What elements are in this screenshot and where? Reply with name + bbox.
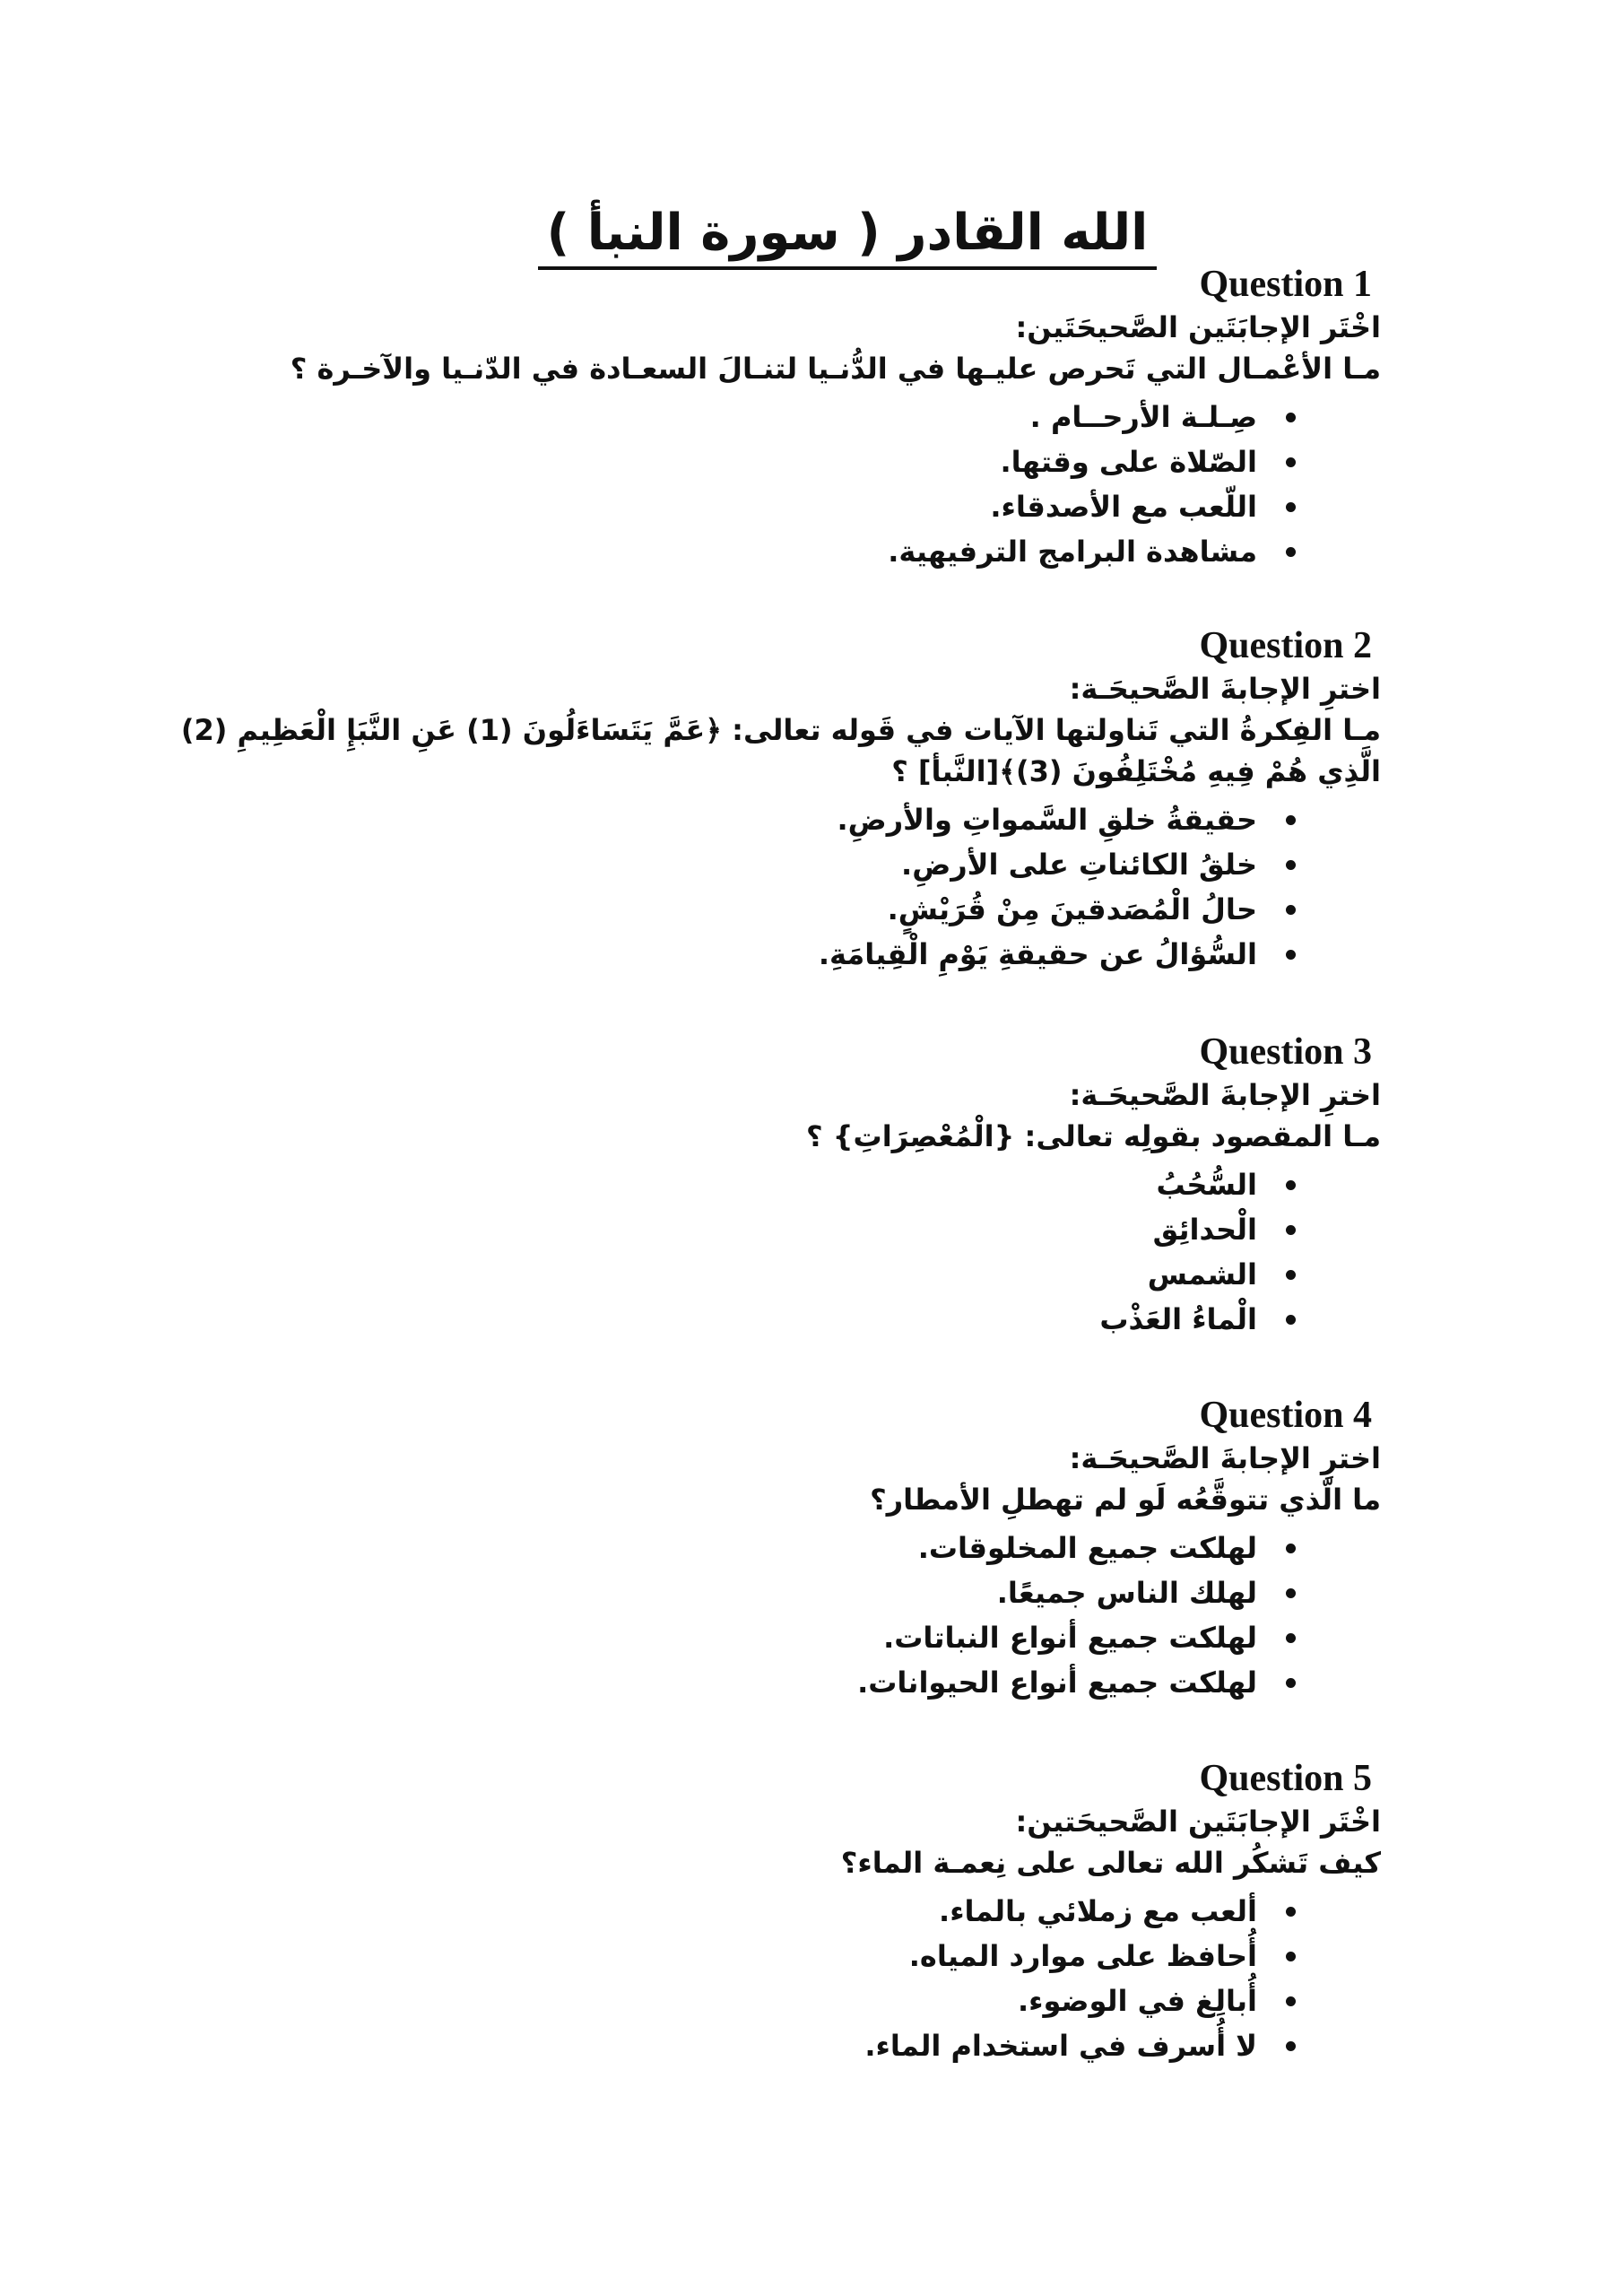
- answer-option[interactable]: [143, 439, 1381, 484]
- answer-option[interactable]: [143, 797, 1381, 842]
- answer-option-text: حالُ الْمُصَدقينَ مِنْ قُرَيْشٍ.: [887, 892, 1257, 926]
- bullet-icon: [1286, 1315, 1296, 1325]
- answer-option[interactable]: [143, 887, 1381, 932]
- answer-option-text: صِـلـة الأرحــام .: [1029, 400, 1257, 434]
- question-instruction: اخترِ الإجابةَ الصَّحيحَـة:: [1069, 1078, 1381, 1112]
- answer-option-text: لهلكت جميع أنواع النباتات.: [883, 1621, 1257, 1655]
- answer-option[interactable]: [143, 395, 1381, 439]
- bullet-icon: [1286, 2041, 1296, 2051]
- bullet-icon: [1286, 1270, 1296, 1280]
- bullet-icon: [1286, 1544, 1296, 1553]
- question-2: [143, 623, 1381, 977]
- bullet-icon: [1286, 905, 1296, 915]
- answer-option[interactable]: [143, 1297, 1381, 1342]
- answer-option[interactable]: [143, 1889, 1381, 1934]
- question-instruction: اخترِ الإجابةَ الصَّحيحَـة:: [1069, 1441, 1381, 1475]
- answer-option[interactable]: [143, 1934, 1381, 1979]
- question-4: [143, 1393, 1381, 1705]
- answer-option-text: أُحافظ على موارد المياه.: [908, 1939, 1257, 1973]
- answer-option-text: خلقُ الكائناتِ على الأرضِ.: [901, 848, 1257, 882]
- page-title: الله القادر ( سورة النبأ ): [538, 202, 1158, 270]
- question-instruction: اخْتَر الإجابَتَين الصَّحيحَتين:: [1015, 1805, 1381, 1839]
- question-label: Question 4: [1199, 1395, 1372, 1436]
- answer-option[interactable]: [143, 1252, 1381, 1297]
- bullet-icon: [1286, 1996, 1296, 2006]
- answer-option-text: الْماءُ العَذْب: [1099, 1302, 1257, 1336]
- answer-option-text: الشمس: [1147, 1257, 1257, 1292]
- answer-option-text: حقيقةُ خلقِ السَّمواتِ والأرضِ.: [837, 803, 1257, 837]
- answer-option-text: لهلكت جميع أنواع الحيوانات.: [857, 1665, 1257, 1700]
- answer-option[interactable]: [143, 1207, 1381, 1252]
- answer-option-text: اللّعب مع الأصدقاء.: [990, 490, 1257, 524]
- question-instruction: اخترِ الإجابةَ الصَّحيحَـة:: [1069, 672, 1381, 706]
- answer-option-text: السُّؤالُ عن حقيقةِ يَوْمِ الْقِيامَةِ.: [818, 937, 1257, 971]
- answer-option[interactable]: [143, 2023, 1381, 2068]
- bullet-icon: [1286, 1225, 1296, 1235]
- answer-option-text: السُّحُبُ: [1156, 1168, 1257, 1202]
- question-label: Question 1: [1199, 264, 1372, 305]
- bullet-icon: [1286, 547, 1296, 557]
- answer-options: [143, 1526, 1381, 1705]
- answer-option[interactable]: [143, 1570, 1381, 1615]
- bullet-icon: [1286, 950, 1296, 960]
- bullet-icon: [1286, 457, 1296, 467]
- question-prompt: كيف تَشكُر الله تعالى على نِعمـة الماء؟: [840, 1846, 1381, 1880]
- answer-option[interactable]: [143, 1615, 1381, 1660]
- answer-option-text: لهلكت جميع المخلوقات.: [917, 1531, 1257, 1565]
- question-3: [143, 1030, 1381, 1342]
- answer-option[interactable]: [143, 932, 1381, 977]
- answer-option-text: ألعب مع زملائي بالماء.: [939, 1894, 1257, 1928]
- question-prompt: مـا الأعْمـال التي تَحرص عليـها في الدُّنـيا لتنـالَ السعـادة في الدّنـيا والآخـرة ؟: [290, 352, 1381, 386]
- question-prompt: مـا المقصود بقولِه تعالى: {الْمُعْصِرَاتِ} ؟: [806, 1119, 1381, 1153]
- bullet-icon: [1286, 1952, 1296, 1961]
- answer-options: [143, 395, 1381, 574]
- answer-option[interactable]: [143, 842, 1381, 887]
- answer-option-text: لا أُسرف في استخدام الماء.: [864, 2029, 1257, 2063]
- answer-option[interactable]: [143, 1162, 1381, 1207]
- bullet-icon: [1286, 1180, 1296, 1190]
- answer-options: [143, 797, 1381, 977]
- answer-option[interactable]: [143, 1526, 1381, 1570]
- answer-option-text: الْحدائِق: [1152, 1213, 1257, 1247]
- bullet-icon: [1286, 1588, 1296, 1598]
- answer-option[interactable]: [143, 529, 1381, 574]
- answer-options: [143, 1889, 1381, 2068]
- question-instruction: اخْتَر الإجابَتَين الصَّحيحَتَين:: [1015, 310, 1381, 344]
- answer-option[interactable]: [143, 1979, 1381, 2023]
- bullet-icon: [1286, 413, 1296, 422]
- question-5: [143, 1756, 1381, 2068]
- bullet-icon: [1286, 1633, 1296, 1643]
- question-label: Question 3: [1199, 1031, 1372, 1073]
- page-title-wrapper: [0, 202, 1623, 270]
- bullet-icon: [1286, 1907, 1296, 1917]
- answer-option-text: الصّلاة على وقتها.: [1000, 445, 1257, 479]
- bullet-icon: [1286, 1678, 1296, 1688]
- answer-options: [143, 1162, 1381, 1342]
- question-label: Question 2: [1199, 625, 1372, 666]
- bullet-icon: [1286, 815, 1296, 825]
- question-prompt: مـا الفِكرةُ التي تَناولتها الآيات في قَوله تعالى: ﴿عَمَّ يَتَسَاءَلُونَ (1) عَنِ النَّبَإِ الْعَظِيمِ (2) الَّذِي هُمْ فِيهِ مُخْتَلِفُونَ (3)﴾[النَّبأ] ؟: [180, 713, 1381, 788]
- question-prompt: ما الّذي تتوقَّعُه لَو لم تهطلِ الأمطار؟: [870, 1483, 1381, 1517]
- answer-option-text: مشاهدة البرامج الترفيهية.: [888, 535, 1257, 569]
- answer-option-text: لهلك الناس جميعًا.: [996, 1576, 1257, 1610]
- answer-option-text: أُبالِغ في الوضوء.: [1017, 1984, 1257, 2018]
- answer-option[interactable]: [143, 1660, 1381, 1705]
- answer-option[interactable]: [143, 484, 1381, 529]
- bullet-icon: [1286, 860, 1296, 870]
- question-1: [143, 262, 1381, 574]
- bullet-icon: [1286, 502, 1296, 512]
- question-label: Question 5: [1199, 1758, 1372, 1799]
